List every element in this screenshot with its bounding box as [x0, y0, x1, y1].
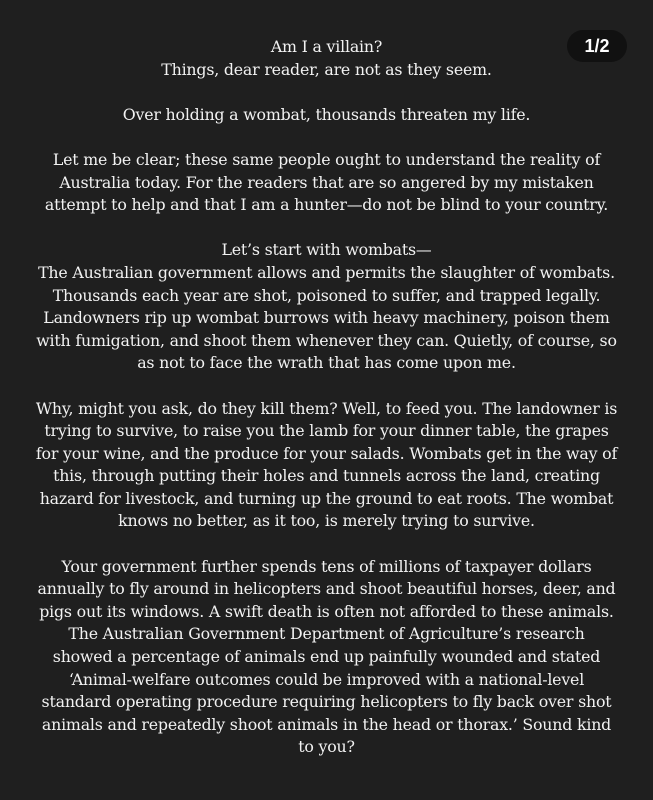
text-line: trying to survive, to raise you the lamb for your dinner table, the grapes	[44, 421, 609, 441]
text-line: Why, might you ask, do they kill them? Well, to feed you. The landowner is	[35, 398, 618, 418]
text-line: Your government further spends tens of millions of taxpayer dollars	[61, 556, 592, 576]
text-line: Thousands each year are shot, poisoned to suffer, and trapped legally.	[52, 285, 601, 305]
text-line: with fumigation, and shoot them whenever they can. Quietly, of course, so	[36, 330, 617, 350]
text-line: showed a percentage of animals end up painfully wounded and stated	[52, 647, 601, 667]
text-line: this, through putting their holes and tunnels across the land, creating	[53, 466, 600, 486]
text-line: for your wine, and the produce for your salads. Wombats get in the way of	[35, 443, 618, 463]
text-line: Things, dear reader, are not as they seem.	[161, 59, 492, 79]
text-line: to you?	[298, 737, 355, 757]
text-line: as not to face the wrath that has come upon me.	[137, 353, 516, 373]
text-line: Australia today. For the readers that are so angered by my mistaken	[59, 172, 594, 192]
page-counter-badge: 1/2	[567, 30, 627, 62]
paragraph-reality	[0, 149, 653, 217]
text-line: hazard for livestock, and turning up the ground to eat roots. The wombat	[39, 488, 614, 508]
paragraph-wombats	[0, 239, 653, 375]
text-line: knows no better, as it too, is merely trying to survive.	[118, 511, 535, 531]
text-line: Let’s start with wombats—	[221, 240, 432, 260]
text-line: The Australian government allows and permits the slaughter of wombats.	[38, 262, 615, 282]
text-line: Over holding a wombat, thousands threaten my life.	[122, 104, 531, 124]
paragraph-why	[0, 398, 653, 534]
text-line: Am I a villain?	[270, 37, 383, 56]
text-line: Landowners rip up wombat burrows with heavy machinery, poison them	[43, 308, 610, 328]
paragraph-government	[0, 556, 653, 759]
text-line: pigs out its windows. A swift death is often not afforded to these animals.	[39, 601, 614, 621]
text-line: ‘Animal-welfare outcomes could be improved with a national-level	[68, 669, 585, 689]
text-line: standard operating procedure requiring helicopters to fly back over shot	[41, 692, 612, 712]
text-line: Let me be clear; these same people ought to understand the reality of	[52, 149, 601, 169]
text-line: annually to fly around in helicopters and shoot beautiful horses, deer, and	[37, 579, 616, 599]
text-line: animals and repeatedly shoot animals in the head or thorax.’ Sound kind	[41, 714, 612, 734]
paragraph-threat	[0, 104, 653, 127]
text-line: The Australian Government Department of Agriculture’s research	[68, 624, 585, 644]
post-text	[0, 36, 653, 782]
text-line: attempt to help and that I am a hunter—do not be blind to your country.	[44, 195, 609, 215]
paragraph-intro	[0, 36, 653, 81]
